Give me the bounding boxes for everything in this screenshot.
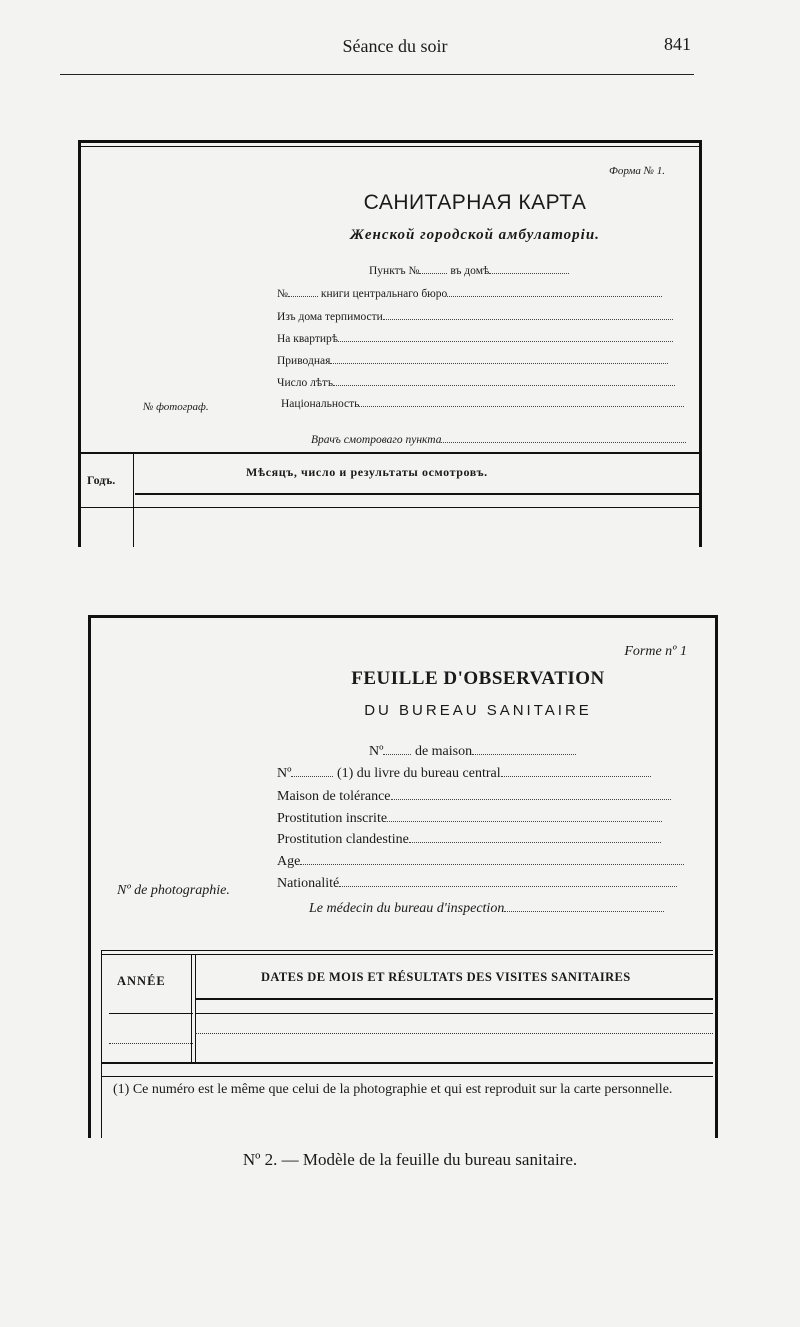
column-header-month: Мѣсяцъ, число и результаты осмотровъ.	[246, 465, 488, 479]
card-title: САНИТАРНАЯ КАРТА	[363, 191, 587, 214]
table-bottom-rule	[101, 1062, 713, 1064]
card-subtitle: Женской городской амбулаторіи.	[350, 227, 600, 243]
running-header-title: Séance du soir	[342, 36, 448, 56]
field-nationality-label: Національность	[281, 398, 360, 410]
field-age	[277, 854, 684, 870]
form-number: Форма № 1.	[609, 165, 665, 177]
field-doctor-label: Врачъ смотроваго пункта	[311, 434, 442, 446]
field-point-house	[369, 263, 569, 277]
field-tolerance-house	[277, 309, 673, 323]
field-age-label: Age	[277, 854, 301, 869]
field-age-label: Число лѣтъ	[277, 377, 334, 389]
form-number: Forme nº 1	[624, 644, 687, 659]
field-clandestine	[277, 832, 661, 848]
field-tolerance-label: Maison de tolérance	[277, 789, 391, 804]
field-apartment-label: На квартирѣ	[277, 333, 339, 345]
sheet-title: FEUILLE D'OBSERVATION	[351, 668, 605, 689]
column-header-dates: DATES DE MOIS ET RÉSULTATS DES VISITES SANITAIRES	[261, 970, 631, 984]
header-rule	[60, 74, 694, 75]
field-registered	[277, 811, 662, 827]
field-number-house	[369, 744, 576, 760]
field-age	[277, 375, 675, 389]
russian-sanitary-card	[78, 140, 702, 547]
table-left-border	[101, 950, 102, 1138]
field-registered-label: Prostitution inscrite	[277, 811, 388, 826]
table-header-rule	[135, 493, 699, 495]
french-observation-sheet	[88, 615, 718, 1138]
field-doctor	[309, 901, 664, 917]
field-clandestine-label: Приводная	[277, 355, 331, 367]
field-no-label: Nº	[369, 744, 384, 759]
field-house-label: въ домѣ	[450, 265, 490, 277]
photo-number-label: № фотограф.	[143, 401, 209, 413]
column-header-year: ANNÉE	[117, 974, 166, 988]
field-nationality	[277, 876, 677, 892]
field-nationality	[281, 396, 684, 410]
field-nationality-label: Nationalité	[277, 876, 340, 891]
field-point-label: Пунктъ №	[369, 265, 420, 277]
field-book-no-label: №	[277, 288, 288, 300]
field-book-label: (1) du livre du bureau central	[336, 766, 501, 781]
table-top-rule-inner	[101, 954, 713, 955]
field-central-book	[277, 286, 662, 300]
table-column-divider	[191, 954, 192, 1062]
photo-number-label: Nº de photographie.	[117, 883, 230, 898]
table-row-rule	[81, 507, 699, 508]
sheet-subtitle: DU BUREAU SANITAIRE	[364, 702, 592, 719]
table-column-divider-inner	[195, 954, 196, 1062]
field-doctor-label: Le médecin du bureau d'inspection	[309, 901, 505, 916]
table-row-dotted-rule	[195, 1033, 713, 1034]
field-doctor	[311, 432, 686, 446]
field-book-no-label: Nº	[277, 766, 292, 781]
field-house-label: de maison	[414, 744, 473, 759]
field-tolerance-label: Изъ дома терпимости	[277, 311, 383, 323]
field-clandestine-label: Prostitution clandestine	[277, 832, 409, 847]
card-inner-border	[81, 146, 699, 147]
figure-caption: Nº 2. — Modèle de la feuille du bureau sanitaire.	[242, 1150, 578, 1169]
field-book-label: книги центральнаго бюро	[320, 288, 448, 300]
footnote: (1) Ce numéro est le même que celui de la photographie et qui est reproduit sur la carte personnelle.	[113, 1082, 673, 1097]
page-number: 841	[664, 34, 691, 54]
field-central-book	[277, 766, 651, 782]
table-column-divider	[133, 452, 134, 547]
table-bottom-rule-inner	[101, 1076, 713, 1077]
table-row-rule	[195, 1013, 713, 1014]
column-header-year: Годъ.	[87, 473, 116, 487]
table-row-rule	[109, 1013, 193, 1014]
table-header-rule	[195, 998, 713, 1000]
field-tolerance-house	[277, 789, 671, 805]
table-top-rule	[81, 452, 699, 454]
field-clandestine	[277, 353, 668, 367]
field-apartment	[277, 331, 673, 345]
table-row-dotted-rule	[109, 1043, 193, 1044]
table-top-rule	[101, 950, 713, 951]
